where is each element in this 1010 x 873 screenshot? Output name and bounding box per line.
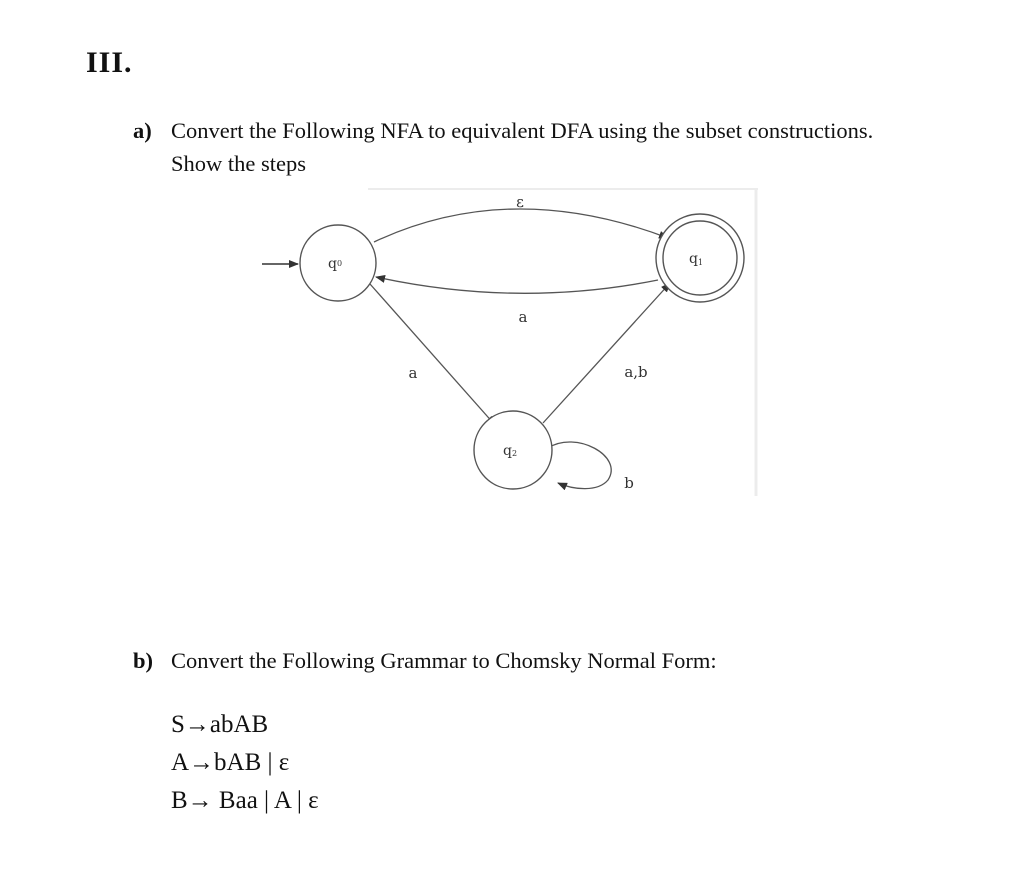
grammar-rule-b: B→ Baa | A | ε xyxy=(171,787,319,814)
edge-q0-q1-label: ε xyxy=(516,193,524,211)
question-a xyxy=(133,114,873,180)
edge-q2-q1-label: a,b xyxy=(624,363,648,381)
question-a-text-line1: Convert the Following NFA to equivalent DFA using the subset constructions. xyxy=(171,118,874,143)
grammar-rules xyxy=(171,706,319,820)
question-b-label: b) xyxy=(133,648,154,673)
question-b xyxy=(133,644,717,677)
edge-q1-q0 xyxy=(376,277,658,293)
state-q0-label: q0 xyxy=(327,256,343,272)
edge-q2-q2-label: b xyxy=(624,474,634,492)
edge-q0-q2-label: a xyxy=(408,364,418,382)
question-a-text-line2: Show the steps xyxy=(171,151,306,176)
edge-q2-q2 xyxy=(548,442,611,489)
edge-q1-q0-label: a xyxy=(518,308,528,326)
question-b-text: Convert the Following Grammar to Chomsky Normal Form: xyxy=(171,648,717,673)
nfa-diagram-svg xyxy=(258,188,758,496)
section-number: III. xyxy=(86,46,133,79)
question-a-label: a) xyxy=(133,118,152,143)
edge-q0-q2 xyxy=(370,284,495,425)
edge-q0-q1 xyxy=(374,209,668,242)
state-q1-label: q1 xyxy=(688,251,704,267)
state-q2-label: q2 xyxy=(502,443,518,459)
grammar-rule-a: A→bAB | ε xyxy=(171,749,290,776)
nfa-diagram xyxy=(258,188,758,496)
grammar-rule-s: S→abAB xyxy=(171,711,269,738)
edge-q2-q1 xyxy=(543,283,670,423)
